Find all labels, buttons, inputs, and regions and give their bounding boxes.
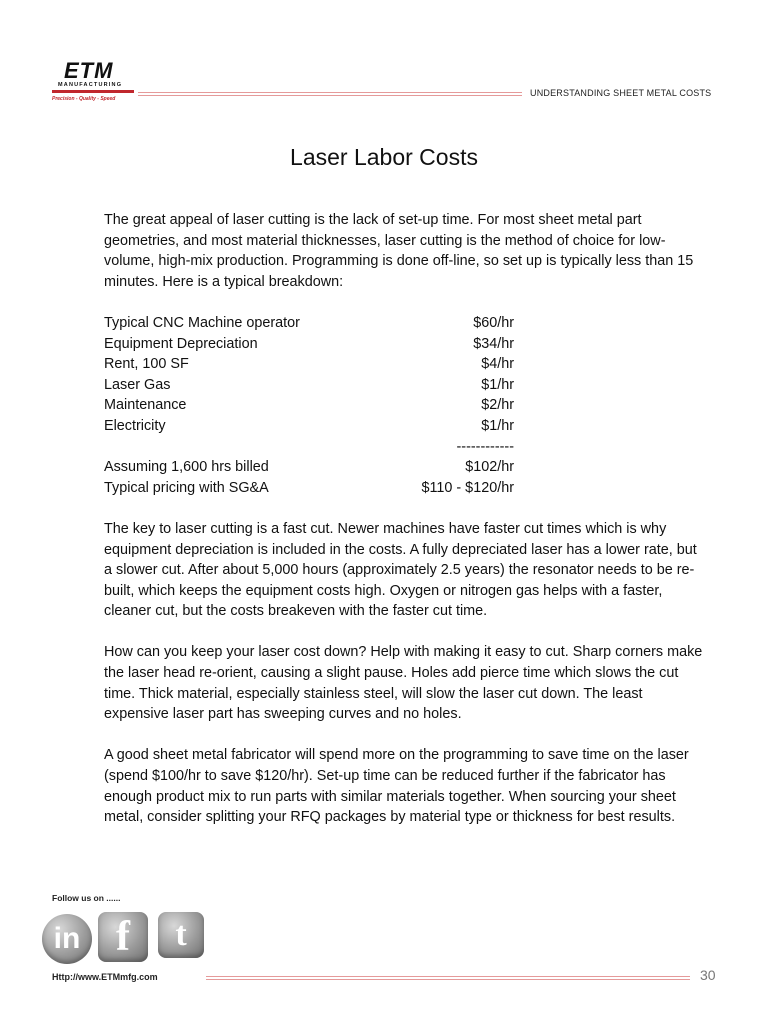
cost-label: Equipment Depreciation (104, 335, 258, 352)
intro-paragraph: The great appeal of laser cutting is the lack of set-up time. For most sheet metal part geometries, and most material thicknesses, laser cutting is the method of choice for low-volume, high-mix production. Programming is done off-line, so set up is typically less than 15 minutes. Here is a typical breakdown: (104, 212, 694, 290)
cost-value: $2/hr (481, 397, 514, 414)
total-row (104, 457, 514, 478)
cost-label: Typical CNC Machine operator (104, 314, 300, 331)
cost-label: Laser Gas (104, 376, 171, 393)
logo-text: ETM (64, 58, 114, 83)
logo-tagline: Precision - Quality - Speed (52, 96, 116, 102)
cost-row (104, 416, 514, 437)
cost-row (104, 334, 514, 355)
body-paragraph-2: How can you keep your laser cost down? Help with making it easy to cut. Sharp corners make the laser head re-orient, causing a slight pause. Holes add pierce time which slows the cut time. Thick material, especially stainless steel, will slow the laser cut down. The least expensive laser part has sweeping curves and no holes. (104, 644, 703, 723)
total-label: Assuming 1,600 hrs billed (104, 459, 269, 476)
cost-value: $4/hr (481, 356, 514, 373)
cost-row (104, 354, 514, 375)
cost-row (104, 375, 514, 396)
sum-separator: ------------ (456, 438, 514, 455)
cost-label: Rent, 100 SF (104, 356, 189, 373)
total-row (104, 478, 514, 499)
facebook-icon[interactable]: f (98, 912, 148, 962)
cost-breakdown-table (104, 313, 514, 498)
separator-spacer (104, 437, 382, 458)
cost-row (104, 395, 514, 416)
website-link[interactable]: Http://www.ETMmfg.com (52, 972, 158, 982)
cost-label: Electricity (104, 417, 166, 434)
section-title: UNDERSTANDING SHEET METAL COSTS (530, 88, 712, 98)
separator-row (104, 437, 514, 458)
total-label: Typical pricing with SG&A (104, 479, 269, 496)
etm-logo (52, 58, 134, 106)
follow-us-label: Follow us on ...... (52, 893, 121, 903)
cost-value: $1/hr (481, 417, 514, 434)
page-content (104, 210, 704, 848)
body-paragraph-3: A good sheet metal fabricator will spend more on the programming to save time on the laser (spend $100/hr to save $120/hr). Set-up time can be reduced further if the fabricator has enough product mix to run parts with similar materials together. When sourcing your sheet metal, consider splitting your RFQ packages by material type or thickness for best results. (104, 747, 689, 826)
cost-value: $1/hr (481, 376, 514, 393)
body-paragraph-1: The key to laser cutting is a fast cut. Newer machines have faster cut times which is why equipment depreciation is included in the costs. A fully depreciated laser has a lower rate, but a slower cut. After about 5,000 hours (approximately 2.5 years) the resonator needs to be re-built, which keeps the equipment costs high. Oxygen or nitrogen gas helps with a faster, cleaner cut, but the costs breakeven with the faster cut time. (104, 520, 697, 620)
logo-subtitle: MANUFACTURING (58, 82, 123, 88)
header-rule (138, 92, 522, 98)
twitter-icon[interactable]: t (158, 912, 204, 958)
cost-label: Maintenance (104, 397, 187, 414)
logo-bar (52, 90, 134, 93)
cost-value: $34/hr (473, 335, 514, 352)
total-value: $110 - $120/hr (421, 479, 514, 496)
cost-row (104, 313, 514, 334)
page-number: 30 (700, 967, 716, 983)
cost-value: $60/hr (473, 314, 514, 331)
footer-rule (206, 976, 690, 982)
total-value: $102/hr (465, 459, 514, 476)
page-title: Laser Labor Costs (290, 144, 478, 170)
linkedin-icon[interactable]: in (42, 914, 92, 964)
